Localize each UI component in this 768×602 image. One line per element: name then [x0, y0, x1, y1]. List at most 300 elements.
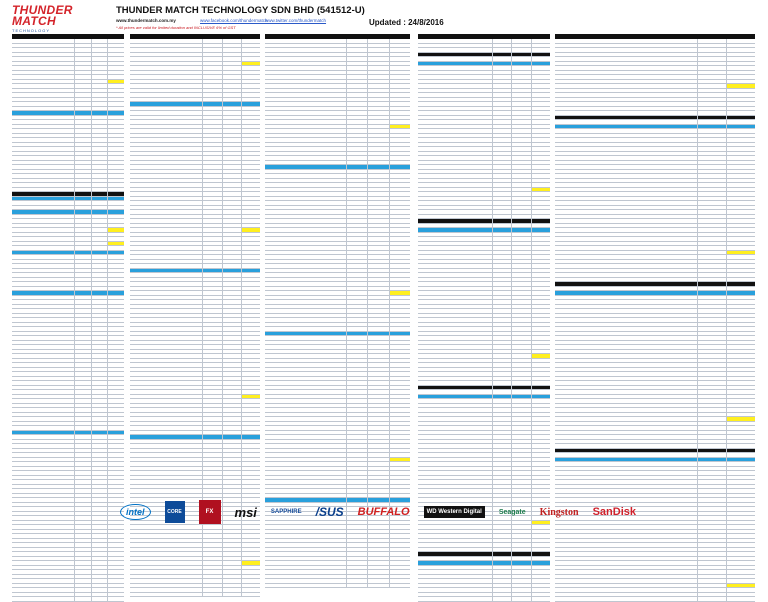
- price-cell: [107, 440, 124, 444]
- product-name-cell: [12, 57, 74, 61]
- price-cell: [202, 588, 221, 592]
- price-cell: [346, 435, 367, 439]
- price-cell: [91, 170, 108, 174]
- price-cell: [202, 471, 221, 475]
- product-name-cell: [555, 291, 697, 295]
- price-cell: [241, 48, 260, 52]
- price-cell: [107, 296, 124, 300]
- price-cell: [346, 485, 367, 489]
- price-cell: [697, 188, 726, 192]
- product-name-cell: [130, 327, 202, 331]
- price-cell: [202, 93, 221, 97]
- price-cell: [492, 476, 511, 480]
- price-cell: [202, 242, 221, 246]
- product-name-cell: [265, 93, 346, 97]
- price-cell: [726, 404, 755, 408]
- price-cell: [367, 561, 388, 565]
- price-cell: [346, 543, 367, 547]
- price-cell: [346, 323, 367, 327]
- price-cell: [222, 341, 241, 345]
- price-cell: [492, 390, 511, 394]
- price-cell: [91, 179, 108, 183]
- price-cell: [726, 480, 755, 484]
- price-cell: [91, 80, 108, 84]
- product-name-cell: [130, 143, 202, 147]
- product-name-cell: [130, 291, 202, 295]
- price-cell: [531, 489, 550, 493]
- product-name-cell: [555, 539, 697, 543]
- price-cell: [222, 386, 241, 390]
- price-cell: [531, 561, 550, 565]
- price-cell: [222, 228, 241, 232]
- product-name-cell: [418, 458, 492, 462]
- price-cell: [389, 291, 410, 295]
- price-cell: [222, 300, 241, 304]
- price-cell: [74, 354, 91, 358]
- price-cell: [492, 66, 511, 70]
- price-cell: [107, 417, 124, 421]
- price-cell: [531, 588, 550, 592]
- product-name-cell: [418, 300, 492, 304]
- price-cell: [511, 570, 530, 574]
- product-name-cell: [12, 309, 74, 313]
- price-cell: [91, 507, 108, 511]
- price-cell: [726, 237, 755, 241]
- product-name-cell: [130, 39, 202, 43]
- product-name-cell: [265, 390, 346, 394]
- price-cell: [511, 80, 530, 84]
- product-name-cell: [12, 318, 74, 322]
- product-name-cell: [265, 260, 346, 264]
- price-cell: [202, 543, 221, 547]
- price-cell: [726, 318, 755, 322]
- price-cell: [107, 201, 124, 205]
- price-cell: [74, 341, 91, 345]
- price-cell: [346, 75, 367, 79]
- price-cell: [222, 530, 241, 534]
- price-cell: [531, 269, 550, 273]
- product-name-cell: [12, 48, 74, 52]
- price-cell: [107, 48, 124, 52]
- price-cell: [346, 116, 367, 120]
- price-cell: [531, 440, 550, 444]
- price-cell: [697, 156, 726, 160]
- price-cell: [74, 377, 91, 381]
- price-cell: [492, 174, 511, 178]
- product-name-cell: [12, 413, 74, 417]
- product-name-cell: [265, 570, 346, 574]
- price-cell: [511, 228, 530, 232]
- price-cell: [346, 165, 367, 169]
- price-cell: [697, 350, 726, 354]
- price-cell: [202, 381, 221, 385]
- price-cell: [346, 138, 367, 142]
- price-cell: [222, 377, 241, 381]
- price-cell: [367, 264, 388, 268]
- price-cell: [107, 170, 124, 174]
- product-name-cell: [130, 282, 202, 286]
- price-cell: [346, 539, 367, 543]
- price-cell: [697, 206, 726, 210]
- price-cell: [389, 84, 410, 88]
- product-name-cell: [12, 336, 74, 340]
- price-cell: [222, 305, 241, 309]
- price-cell: [107, 476, 124, 480]
- product-name-cell: [12, 516, 74, 520]
- price-cell: [74, 39, 91, 43]
- price-cell: [241, 165, 260, 169]
- price-cell: [241, 84, 260, 88]
- price-cell: [91, 120, 108, 124]
- price-cell: [726, 197, 755, 201]
- price-cell: [389, 467, 410, 471]
- product-name-cell: [130, 566, 202, 570]
- price-cell: [726, 426, 755, 430]
- price-cell: [531, 323, 550, 327]
- product-name-cell: [265, 165, 346, 169]
- price-cell: [389, 534, 410, 538]
- intel-logo: intel: [120, 504, 151, 520]
- product-name-cell: [418, 80, 492, 84]
- product-name-cell: [555, 197, 697, 201]
- price-cell: [74, 566, 91, 570]
- product-name-cell: [555, 116, 697, 120]
- price-cell: [511, 336, 530, 340]
- product-name-cell: [418, 210, 492, 214]
- product-name-cell: [418, 183, 492, 187]
- price-cell: [74, 57, 91, 61]
- price-cell: [91, 386, 108, 390]
- price-cell: [389, 75, 410, 79]
- price-cell: [107, 552, 124, 556]
- price-cell: [511, 44, 530, 48]
- price-cell: [202, 107, 221, 111]
- price-cell: [367, 255, 388, 259]
- price-cell: [346, 48, 367, 52]
- product-name-cell: [418, 273, 492, 277]
- price-cell: [107, 444, 124, 448]
- price-cell: [107, 165, 124, 169]
- price-cell: [697, 39, 726, 43]
- price-cell: [697, 125, 726, 129]
- price-cell: [202, 404, 221, 408]
- price-row: [12, 597, 124, 602]
- price-cell: [241, 543, 260, 547]
- price-cell: [389, 305, 410, 309]
- price-cell: [389, 417, 410, 421]
- price-cell: [241, 588, 260, 592]
- facebook-link[interactable]: www.facebook.com/thundermatch: [200, 18, 268, 23]
- product-name-cell: [418, 368, 492, 372]
- product-name-cell: [130, 161, 202, 165]
- price-cell: [91, 354, 108, 358]
- price-cell: [107, 125, 124, 129]
- product-name-cell: [12, 557, 74, 561]
- price-cell: [531, 597, 550, 601]
- price-cell: [222, 449, 241, 453]
- product-name-cell: [418, 224, 492, 228]
- price-cell: [726, 57, 755, 61]
- price-cell: [241, 390, 260, 394]
- price-cell: [202, 210, 221, 214]
- product-name-cell: [130, 570, 202, 574]
- price-cell: [389, 188, 410, 192]
- price-cell: [222, 156, 241, 160]
- product-name-cell: [130, 71, 202, 75]
- price-cell: [511, 233, 530, 237]
- price-cell: [222, 467, 241, 471]
- product-name-cell: [265, 449, 346, 453]
- product-name-cell: [265, 381, 346, 385]
- price-cell: [531, 566, 550, 570]
- price-cell: [107, 152, 124, 156]
- price-cell: [241, 228, 260, 232]
- product-name-cell: [130, 552, 202, 556]
- price-cell: [241, 53, 260, 57]
- price-cell: [367, 300, 388, 304]
- price-cell: [492, 422, 511, 426]
- product-name-cell: [130, 345, 202, 349]
- price-cell: [74, 282, 91, 286]
- price-cell: [531, 278, 550, 282]
- price-cell: [389, 53, 410, 57]
- price-cell: [492, 138, 511, 142]
- price-cell: [389, 39, 410, 43]
- product-name-cell: [265, 143, 346, 147]
- price-cell: [389, 260, 410, 264]
- price-cell: [202, 453, 221, 457]
- price-cell: [202, 368, 221, 372]
- price-cell: [726, 125, 755, 129]
- product-name-cell: [12, 93, 74, 97]
- product-name-cell: [555, 260, 697, 264]
- price-cell: [222, 390, 241, 394]
- price-cell: [346, 561, 367, 565]
- product-name-cell: [265, 435, 346, 439]
- price-cell: [389, 264, 410, 268]
- price-cell: [492, 291, 511, 295]
- price-cell: [511, 125, 530, 129]
- product-name-cell: [130, 323, 202, 327]
- product-name-cell: [12, 66, 74, 70]
- price-cell: [531, 111, 550, 115]
- product-name-cell: [265, 579, 346, 583]
- price-cell: [74, 413, 91, 417]
- price-cell: [697, 489, 726, 493]
- product-name-cell: [130, 183, 202, 187]
- price-cell: [346, 183, 367, 187]
- price-cell: [492, 350, 511, 354]
- product-name-cell: [418, 71, 492, 75]
- product-name-cell: [130, 350, 202, 354]
- price-cell: [531, 237, 550, 241]
- price-cell: [389, 462, 410, 466]
- price-cell: [511, 197, 530, 201]
- price-cell: [346, 354, 367, 358]
- price-cell: [389, 327, 410, 331]
- price-cell: [346, 318, 367, 322]
- product-name-cell: [130, 368, 202, 372]
- price-cell: [697, 552, 726, 556]
- price-cell: [726, 336, 755, 340]
- price-cell: [389, 269, 410, 273]
- product-name-cell: [265, 296, 346, 300]
- price-cell: [222, 255, 241, 259]
- price-cell: [107, 242, 124, 246]
- price-cell: [531, 539, 550, 543]
- price-cell: [511, 287, 530, 291]
- product-name-cell: [555, 246, 697, 250]
- product-name-cell: [130, 273, 202, 277]
- price-cell: [389, 368, 410, 372]
- price-cell: [91, 476, 108, 480]
- product-name-cell: [555, 399, 697, 403]
- price-cell: [91, 327, 108, 331]
- price-cell: [511, 453, 530, 457]
- product-name-cell: [130, 84, 202, 88]
- price-cell: [492, 300, 511, 304]
- product-name-cell: [418, 309, 492, 313]
- price-cell: [107, 593, 124, 597]
- price-cell: [697, 462, 726, 466]
- price-cell: [697, 264, 726, 268]
- price-cell: [74, 372, 91, 376]
- price-cell: [697, 98, 726, 102]
- price-cell: [74, 323, 91, 327]
- product-name-cell: [265, 152, 346, 156]
- product-name-cell: [12, 431, 74, 435]
- product-name-cell: [555, 75, 697, 79]
- price-cell: [531, 134, 550, 138]
- price-cell: [726, 453, 755, 457]
- price-cell: [91, 584, 108, 588]
- price-cell: [697, 557, 726, 561]
- price-cell: [202, 332, 221, 336]
- price-cell: [726, 219, 755, 223]
- product-name-cell: [12, 561, 74, 565]
- price-cell: [202, 444, 221, 448]
- price-cell: [241, 570, 260, 574]
- price-cell: [511, 246, 530, 250]
- price-cell: [511, 278, 530, 282]
- price-cell: [367, 57, 388, 61]
- price-cell: [492, 264, 511, 268]
- price-cell: [91, 282, 108, 286]
- price-cell: [91, 260, 108, 264]
- price-cell: [222, 327, 241, 331]
- price-cell: [74, 215, 91, 219]
- product-name-cell: [418, 485, 492, 489]
- price-cell: [492, 147, 511, 151]
- price-cell: [726, 341, 755, 345]
- price-cell: [492, 431, 511, 435]
- product-name-cell: [418, 566, 492, 570]
- price-cell: [107, 584, 124, 588]
- price-cell: [697, 332, 726, 336]
- product-name-cell: [555, 147, 697, 151]
- price-cell: [241, 372, 260, 376]
- product-name-cell: [12, 548, 74, 552]
- product-name-cell: [130, 390, 202, 394]
- product-name-cell: [130, 444, 202, 448]
- product-name-cell: [418, 543, 492, 547]
- price-cell: [346, 314, 367, 318]
- price-cell: [531, 327, 550, 331]
- product-name-cell: [418, 534, 492, 538]
- msi-logo: msi: [234, 504, 257, 520]
- price-cell: [222, 314, 241, 318]
- price-cell: [74, 278, 91, 282]
- product-name-cell: [12, 597, 74, 601]
- product-name-cell: [555, 111, 697, 115]
- price-cell: [511, 359, 530, 363]
- price-cell: [91, 548, 108, 552]
- product-name-cell: [12, 296, 74, 300]
- price-cell: [222, 197, 241, 201]
- price-cell: [511, 381, 530, 385]
- product-name-cell: [555, 368, 697, 372]
- price-cell: [91, 152, 108, 156]
- price-cell: [511, 467, 530, 471]
- price-cell: [91, 390, 108, 394]
- price-cell: [202, 449, 221, 453]
- price-cell: [91, 345, 108, 349]
- price-cell: [697, 386, 726, 390]
- product-name-cell: [130, 89, 202, 93]
- price-cell: [107, 566, 124, 570]
- price-cell: [202, 48, 221, 52]
- twitter-link[interactable]: www.twitter.com/thundermatch: [265, 18, 327, 23]
- price-cell: [492, 485, 511, 489]
- price-cell: [222, 201, 241, 205]
- product-name-cell: [12, 512, 74, 516]
- price-cell: [107, 381, 124, 385]
- price-cell: [74, 570, 91, 574]
- product-name-cell: [555, 381, 697, 385]
- product-name-cell: [130, 296, 202, 300]
- price-cell: [389, 548, 410, 552]
- price-cell: [389, 300, 410, 304]
- product-name-cell: [130, 53, 202, 57]
- price-cell: [241, 201, 260, 205]
- price-cell: [346, 98, 367, 102]
- price-cell: [74, 71, 91, 75]
- price-cell: [74, 332, 91, 336]
- price-cell: [492, 102, 511, 106]
- price-cell: [241, 269, 260, 273]
- product-name-cell: [265, 287, 346, 291]
- price-cell: [697, 480, 726, 484]
- price-cell: [367, 440, 388, 444]
- price-cell: [107, 273, 124, 277]
- price-cell: [697, 278, 726, 282]
- product-name-cell: [265, 543, 346, 547]
- price-cell: [222, 318, 241, 322]
- product-name-cell: [418, 588, 492, 592]
- website-link[interactable]: www.thundermatch.com.my: [116, 18, 176, 23]
- price-cell: [726, 534, 755, 538]
- price-cell: [726, 354, 755, 358]
- product-name-cell: [418, 579, 492, 583]
- price-cell: [74, 498, 91, 502]
- price-cell: [492, 539, 511, 543]
- product-name-cell: [418, 107, 492, 111]
- price-cell: [91, 435, 108, 439]
- price-cell: [389, 404, 410, 408]
- price-cell: [74, 561, 91, 565]
- price-cell: [511, 107, 530, 111]
- product-name-cell: [12, 530, 74, 534]
